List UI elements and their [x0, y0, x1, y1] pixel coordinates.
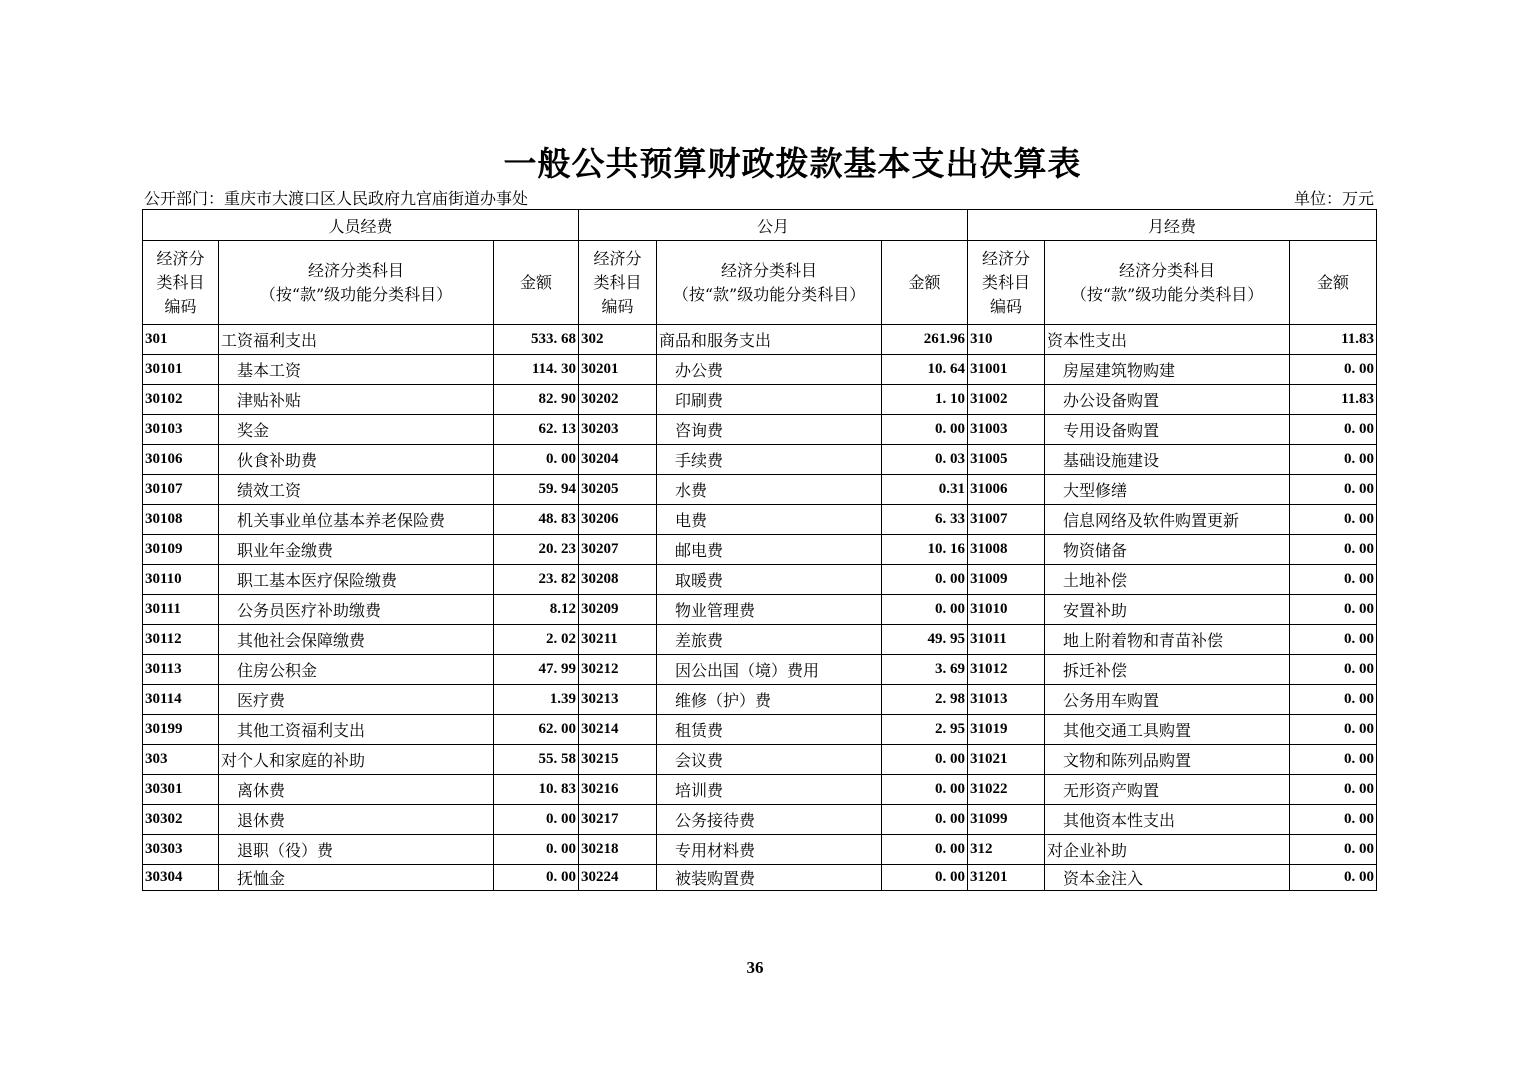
code-cell: 31012	[968, 655, 1045, 685]
amount-cell: 2. 98	[882, 685, 968, 715]
amount-cell: 62. 13	[494, 415, 579, 445]
code-cell: 30107	[143, 475, 219, 505]
name-cell: 被装购置费	[657, 865, 882, 891]
code-cell: 30213	[579, 685, 657, 715]
amount-cell: 1.39	[494, 685, 579, 715]
name-cell: 电费	[657, 505, 882, 535]
code-cell: 30114	[143, 685, 219, 715]
amount-cell: 0. 00	[1290, 775, 1377, 805]
name-cell: 因公出国（境）费用	[657, 655, 882, 685]
code-cell: 301	[143, 325, 219, 355]
code-cell: 30102	[143, 385, 219, 415]
amount-cell: 0. 00	[1290, 835, 1377, 865]
code-cell: 310	[968, 325, 1045, 355]
amount-cell: 0. 00	[1290, 715, 1377, 745]
code-cell: 30111	[143, 595, 219, 625]
unit-label: 单位：万元	[1293, 189, 1374, 208]
name-cell: 文物和陈列品购置	[1045, 745, 1290, 775]
code-cell: 30301	[143, 775, 219, 805]
amount-cell: 8.12	[494, 595, 579, 625]
name-cell: 会议费	[657, 745, 882, 775]
name-cell: 租赁费	[657, 715, 882, 745]
code-cell: 30208	[579, 565, 657, 595]
name-cell: 抚恤金	[219, 865, 494, 891]
code-cell: 31002	[968, 385, 1045, 415]
department-label: 公开部门：重庆市大渡口区人民政府九宫庙街道办事处	[144, 189, 529, 208]
name-cell: 对企业补助	[1045, 835, 1290, 865]
code-cell: 31007	[968, 505, 1045, 535]
group-monthly: 月经费	[968, 210, 1377, 241]
name-cell: 其他工资福利支出	[219, 715, 494, 745]
header-code: 经济分类科目编码	[968, 241, 1045, 325]
code-cell: 30203	[579, 415, 657, 445]
name-cell: 办公费	[657, 355, 882, 385]
name-cell: 安置补助	[1045, 595, 1290, 625]
header-name: 经济分类科目 （按“款”级功能分类科目）	[219, 241, 494, 325]
amount-cell: 0. 00	[882, 775, 968, 805]
code-cell: 30106	[143, 445, 219, 475]
code-cell: 31099	[968, 805, 1045, 835]
name-cell: 工资福利支出	[219, 325, 494, 355]
amount-cell: 0. 00	[1290, 475, 1377, 505]
code-cell: 30218	[579, 835, 657, 865]
code-cell: 30211	[579, 625, 657, 655]
code-cell: 30103	[143, 415, 219, 445]
code-cell: 30216	[579, 775, 657, 805]
code-cell: 31001	[968, 355, 1045, 385]
name-cell: 奖金	[219, 415, 494, 445]
name-cell: 地上附着物和青苗补偿	[1045, 625, 1290, 655]
table-row	[143, 565, 1377, 595]
name-cell: 咨询费	[657, 415, 882, 445]
name-cell: 津贴补贴	[219, 385, 494, 415]
amount-cell: 0. 00	[494, 865, 579, 891]
name-cell: 培训费	[657, 775, 882, 805]
code-cell: 30224	[579, 865, 657, 891]
amount-cell: 0. 00	[1290, 505, 1377, 535]
amount-cell: 10. 16	[882, 535, 968, 565]
amount-cell: 10. 83	[494, 775, 579, 805]
code-cell: 30206	[579, 505, 657, 535]
amount-cell: 0. 00	[494, 445, 579, 475]
code-cell: 312	[968, 835, 1045, 865]
amount-cell: 1. 10	[882, 385, 968, 415]
amount-cell: 0. 00	[494, 835, 579, 865]
header-amount: 金额	[1290, 241, 1377, 325]
name-cell: 差旅费	[657, 625, 882, 655]
header-code: 经济分类科目编码	[143, 241, 219, 325]
name-cell: 取暖费	[657, 565, 882, 595]
amount-cell: 11.83	[1290, 385, 1377, 415]
name-cell: 手续费	[657, 445, 882, 475]
name-cell: 邮电费	[657, 535, 882, 565]
code-cell: 31013	[968, 685, 1045, 715]
name-cell: 专用设备购置	[1045, 415, 1290, 445]
code-cell: 30217	[579, 805, 657, 835]
code-cell: 31011	[968, 625, 1045, 655]
code-cell: 31009	[968, 565, 1045, 595]
code-cell: 31022	[968, 775, 1045, 805]
name-cell: 基础设施建设	[1045, 445, 1290, 475]
table-row	[143, 535, 1377, 565]
code-cell: 30109	[143, 535, 219, 565]
code-cell: 31005	[968, 445, 1045, 475]
header-amount: 金额	[494, 241, 579, 325]
amount-cell: 0. 00	[882, 745, 968, 775]
amount-cell: 49. 95	[882, 625, 968, 655]
code-cell: 30209	[579, 595, 657, 625]
name-cell: 住房公积金	[219, 655, 494, 685]
name-cell: 对个人和家庭的补助	[219, 745, 494, 775]
code-cell: 30205	[579, 475, 657, 505]
name-cell: 公务接待费	[657, 805, 882, 835]
code-cell: 30215	[579, 745, 657, 775]
amount-cell: 0. 00	[1290, 355, 1377, 385]
amount-cell: 62. 00	[494, 715, 579, 745]
amount-cell: 0. 00	[1290, 535, 1377, 565]
table-row	[143, 775, 1377, 805]
name-cell: 公务用车购置	[1045, 685, 1290, 715]
name-cell: 房屋建筑物购建	[1045, 355, 1290, 385]
table-row	[143, 865, 1377, 891]
code-cell: 30304	[143, 865, 219, 891]
table-row	[143, 715, 1377, 745]
amount-cell: 0. 00	[1290, 595, 1377, 625]
code-cell: 31003	[968, 415, 1045, 445]
header-name: 经济分类科目 （按“款”级功能分类科目）	[1045, 241, 1290, 325]
amount-cell: 82. 90	[494, 385, 579, 415]
amount-cell: 0. 03	[882, 445, 968, 475]
table-row	[143, 655, 1377, 685]
header-name: 经济分类科目 （按“款”级功能分类科目）	[657, 241, 882, 325]
name-cell: 其他交通工具购置	[1045, 715, 1290, 745]
name-cell: 资本性支出	[1045, 325, 1290, 355]
expenditure-table	[142, 209, 1377, 891]
code-cell: 30199	[143, 715, 219, 745]
amount-cell: 55. 58	[494, 745, 579, 775]
group-personnel: 人员经费	[143, 210, 579, 241]
amount-cell: 0. 00	[882, 805, 968, 835]
amount-cell: 0. 00	[1290, 565, 1377, 595]
table-row	[143, 505, 1377, 535]
code-cell: 30207	[579, 535, 657, 565]
name-cell: 印刷费	[657, 385, 882, 415]
name-cell: 离休费	[219, 775, 494, 805]
code-cell: 302	[579, 325, 657, 355]
table-row	[143, 685, 1377, 715]
name-cell: 其他社会保障缴费	[219, 625, 494, 655]
code-cell: 30113	[143, 655, 219, 685]
table-row	[143, 385, 1377, 415]
header-amount: 金额	[882, 241, 968, 325]
page-title: 一般公共预算财政拨款基本支出决算表	[503, 144, 1082, 183]
name-cell: 退职（役）费	[219, 835, 494, 865]
table-row	[143, 745, 1377, 775]
name-cell: 其他资本性支出	[1045, 805, 1290, 835]
code-cell: 30108	[143, 505, 219, 535]
amount-cell: 47. 99	[494, 655, 579, 685]
name-cell: 专用材料费	[657, 835, 882, 865]
name-cell: 公务员医疗补助缴费	[219, 595, 494, 625]
amount-cell: 0. 00	[1290, 805, 1377, 835]
column-header-row	[143, 241, 1377, 325]
code-cell: 30201	[579, 355, 657, 385]
code-cell: 30110	[143, 565, 219, 595]
amount-cell: 59. 94	[494, 475, 579, 505]
amount-cell: 0. 00	[1290, 415, 1377, 445]
amount-cell: 0. 00	[1290, 685, 1377, 715]
page-number: 36	[746, 958, 764, 977]
name-cell: 伙食补助费	[219, 445, 494, 475]
amount-cell: 0. 00	[882, 415, 968, 445]
code-cell: 31021	[968, 745, 1045, 775]
name-cell: 基本工资	[219, 355, 494, 385]
amount-cell: 2. 95	[882, 715, 968, 745]
name-cell: 无形资产购置	[1045, 775, 1290, 805]
amount-cell: 0. 00	[1290, 655, 1377, 685]
name-cell: 土地补偿	[1045, 565, 1290, 595]
amount-cell: 0. 00	[882, 865, 968, 891]
code-cell: 30202	[579, 385, 657, 415]
table-row	[143, 445, 1377, 475]
name-cell: 物业管理费	[657, 595, 882, 625]
code-cell: 30101	[143, 355, 219, 385]
table-row	[143, 595, 1377, 625]
table-row	[143, 475, 1377, 505]
name-cell: 拆迁补偿	[1045, 655, 1290, 685]
table-row	[143, 325, 1377, 355]
code-cell: 30204	[579, 445, 657, 475]
table-row	[143, 805, 1377, 835]
group-header-row	[143, 210, 1377, 241]
amount-cell: 0. 00	[882, 835, 968, 865]
amount-cell: 48. 83	[494, 505, 579, 535]
amount-cell: 10. 64	[882, 355, 968, 385]
table-row	[143, 355, 1377, 385]
amount-cell: 0. 00	[1290, 745, 1377, 775]
name-cell: 维修（护）费	[657, 685, 882, 715]
amount-cell: 23. 82	[494, 565, 579, 595]
name-cell: 职业年金缴费	[219, 535, 494, 565]
table-row	[143, 625, 1377, 655]
name-cell: 医疗费	[219, 685, 494, 715]
name-cell: 信息网络及软件购置更新	[1045, 505, 1290, 535]
amount-cell: 0.31	[882, 475, 968, 505]
amount-cell: 0. 00	[882, 565, 968, 595]
name-cell: 物资储备	[1045, 535, 1290, 565]
code-cell: 30302	[143, 805, 219, 835]
code-cell: 31201	[968, 865, 1045, 891]
name-cell: 大型修缮	[1045, 475, 1290, 505]
code-cell: 31019	[968, 715, 1045, 745]
name-cell: 职工基本医疗保险缴费	[219, 565, 494, 595]
code-cell: 31008	[968, 535, 1045, 565]
amount-cell: 2. 02	[494, 625, 579, 655]
amount-cell: 533. 68	[494, 325, 579, 355]
code-cell: 31006	[968, 475, 1045, 505]
code-cell: 31010	[968, 595, 1045, 625]
amount-cell: 0. 00	[494, 805, 579, 835]
amount-cell: 20. 23	[494, 535, 579, 565]
amount-cell: 0. 00	[1290, 445, 1377, 475]
name-cell: 退休费	[219, 805, 494, 835]
group-public: 公月	[579, 210, 968, 241]
code-cell: 30212	[579, 655, 657, 685]
amount-cell: 0. 00	[1290, 625, 1377, 655]
amount-cell: 6. 33	[882, 505, 968, 535]
table-row	[143, 835, 1377, 865]
table-row	[143, 415, 1377, 445]
header-code: 经济分类科目编码	[579, 241, 657, 325]
name-cell: 机关事业单位基本养老保险费	[219, 505, 494, 535]
amount-cell: 0. 00	[882, 595, 968, 625]
amount-cell: 0. 00	[1290, 865, 1377, 891]
amount-cell: 3. 69	[882, 655, 968, 685]
amount-cell: 11.83	[1290, 325, 1377, 355]
code-cell: 303	[143, 745, 219, 775]
name-cell: 水费	[657, 475, 882, 505]
name-cell: 绩效工资	[219, 475, 494, 505]
amount-cell: 114. 30	[494, 355, 579, 385]
name-cell: 商品和服务支出	[657, 325, 882, 355]
amount-cell: 261.96	[882, 325, 968, 355]
name-cell: 办公设备购置	[1045, 385, 1290, 415]
code-cell: 30303	[143, 835, 219, 865]
name-cell: 资本金注入	[1045, 865, 1290, 891]
code-cell: 30112	[143, 625, 219, 655]
code-cell: 30214	[579, 715, 657, 745]
